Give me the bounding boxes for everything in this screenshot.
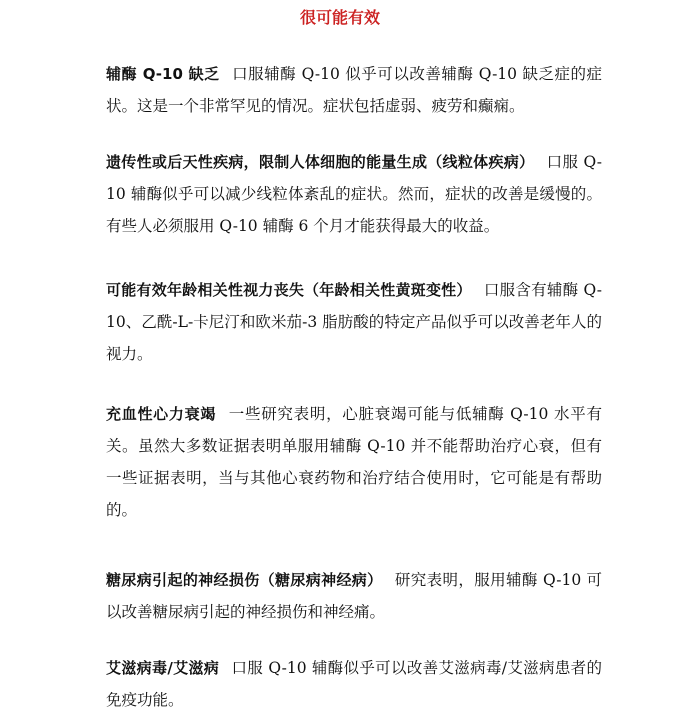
section-body: 口服辅酶 Q-10 似乎可以改善辅酶 Q-10 缺乏症的症状。这是一个非常罕见的情况。症状包括虚弱、疲劳和癫痫。 [106, 65, 603, 115]
section-heading: 遗传性或后天性疾病，限制人体细胞的能量生成（线粒体疾病） [106, 153, 535, 171]
section-heading: 充血性心力衰竭 [106, 405, 217, 423]
section-body: 一些研究表明，心脏衰竭可能与低辅酶 Q-10 水平有关。虽然大多数证据表明单服用辅酶 Q-10 并不能帮助治疗心衰，但有一些证据表明，当与其他心衰药物和治疗结合使用时，它可能是有帮助的。 [106, 405, 602, 519]
section-mitochondrial-disease [106, 146, 602, 242]
page-title: 很可能有效 [299, 8, 380, 27]
section-diabetic-neuropathy [106, 564, 602, 628]
section-heading: 辅酶 Q-10 缺乏 [106, 65, 220, 83]
section-coq10-deficiency [106, 58, 602, 122]
section-heading: 艾滋病毒/艾滋病 [106, 659, 220, 677]
section-body: 口服含有辅酶 Q-10、乙酰-L-卡尼汀和欧米茄-3 脂肪酸的特定产品似乎可以改善老年人的视力。 [106, 281, 602, 363]
section-hiv-aids [106, 652, 602, 716]
section-heading: 糖尿病引起的神经损伤（糖尿病神经病） [106, 571, 383, 589]
section-body: 研究表明，服用辅酶 Q-10 可以改善糖尿病引起的神经损伤和神经痛。 [106, 571, 602, 621]
section-heading: 可能有效年龄相关性视力丧失（年龄相关性黄斑变性） [106, 281, 472, 299]
section-heart-failure [106, 398, 602, 526]
section-macular-degeneration [106, 274, 602, 370]
section-body: 口服 Q-10 辅酶似乎可以改善艾滋病毒/艾滋病患者的免疫功能。 [106, 659, 602, 709]
section-body: 口服 Q-10 辅酶似乎可以减少线粒体紊乱的症状。然而，症状的改善是缓慢的。有些人必须服用 Q-10 辅酶 6 个月才能获得最大的收益。 [106, 153, 602, 235]
